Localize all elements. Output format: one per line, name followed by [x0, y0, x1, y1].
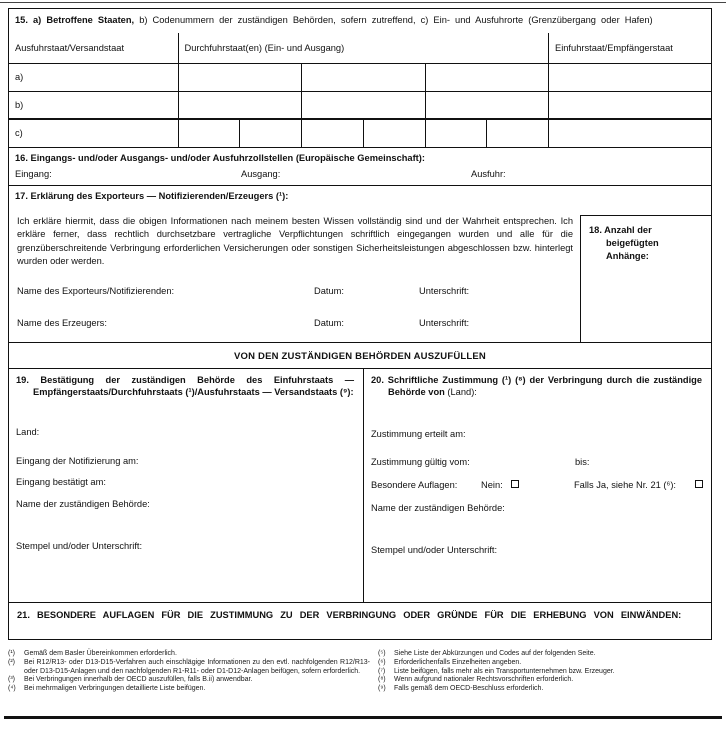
cell-a-transit-2[interactable]: [302, 63, 426, 91]
footnotes-right-column: [370, 650, 712, 694]
col-header-export-state: Ausfuhrstaat/Versandstaat: [9, 33, 178, 63]
section20-box: [364, 369, 711, 602]
receipt-confirmed-field-label[interactable]: Eingang bestätigt am:: [16, 476, 106, 487]
section18-title: 18. Anzahl der beigefügten Anhänge:: [589, 224, 659, 261]
entry-field-label[interactable]: Eingang:: [15, 168, 52, 179]
footnotes-area: [8, 650, 712, 694]
footnote: [8, 659, 370, 677]
footnote-marker: (⁶): [378, 658, 386, 666]
cell-b-transit-2[interactable]: [302, 91, 426, 119]
col-header-import-state: Einfuhrstaat/Empfängerstaat: [549, 33, 712, 63]
conditions-field-label: Besondere Auflagen:: [371, 479, 458, 490]
footnote-marker: (¹): [8, 650, 15, 657]
footnote: [8, 685, 370, 694]
section18-annexes-box[interactable]: [580, 215, 711, 342]
cell-c-transit-5[interactable]: [425, 119, 487, 147]
footnote-text: Liste beifügen, falls mehr als ein Transportunternehmen bzw. Erzeuger.: [394, 667, 615, 675]
cell-a-import[interactable]: [549, 63, 712, 91]
consent-given-field-label[interactable]: Zustimmung erteilt am:: [371, 428, 466, 439]
cell-a-transit-1[interactable]: [178, 63, 302, 91]
country-field-label[interactable]: Land:: [16, 426, 40, 437]
footnote-text: Gemäß dem Basler Übereinkommen erforderlich.: [24, 650, 177, 657]
footnote-text: Erforderlichenfalls Einzelheiten angeben.: [394, 658, 522, 666]
section15-title-bold: 15. a) Betroffene Staaten,: [15, 15, 135, 25]
cell-b-export[interactable]: [9, 91, 178, 119]
footnote: [8, 650, 370, 659]
section16-fields-row: [9, 168, 711, 185]
footnote-marker: (⁹): [378, 685, 386, 693]
section19-title: 19. Bestätigung der zuständigen Behörde des Einfuhrstaats — Empfängerstaats/Durchfuhrstaats (¹)/Ausfuhrstaats — Versandstaats (⁹):: [16, 374, 354, 397]
section15-title: [9, 9, 711, 33]
footnote: [378, 668, 712, 677]
consent-validity-row: [371, 457, 704, 469]
cell-c-transit-4[interactable]: [363, 119, 425, 147]
cell-c-transit-2[interactable]: [240, 119, 302, 147]
form-main-box: [8, 8, 712, 640]
cell-a-transit-3[interactable]: [425, 63, 549, 91]
authority-columns: [9, 368, 711, 602]
conditions-no-checkbox[interactable]: [511, 480, 519, 488]
footnote-text: Falls gemäß dem OECD-Beschluss erforderlich.: [394, 685, 544, 693]
cell-c-transit-3[interactable]: [302, 119, 364, 147]
footnote-marker: (⁸): [378, 676, 386, 684]
export-field-label[interactable]: Ausfuhr:: [471, 168, 506, 179]
conditions-if-yes-label: Falls Ja, siehe Nr. 21 (⁶):: [574, 479, 676, 490]
section21-title[interactable]: 21. BESONDERE AUFLAGEN FÜR DIE ZUSTIMMUNG ZU DER VERBRINGUNG ODER GRÜNDE FÜR DIE ERHEBUNG VON EINWÄNDEN:: [9, 602, 711, 642]
authority-name-field-label-19[interactable]: Name der zuständigen Behörde:: [16, 498, 150, 509]
footnote: [378, 685, 712, 694]
row-b-label: b): [15, 99, 24, 110]
conditions-yes-checkbox[interactable]: [695, 480, 703, 488]
footnote-text: Bei mehrmaligen Verbringungen detaillierte Liste beifügen.: [24, 685, 206, 693]
exit-field-label[interactable]: Ausgang:: [241, 168, 281, 179]
conditions-no-label: Nein:: [481, 479, 503, 490]
conditions-row: [371, 480, 704, 492]
footnote-text: Siehe Liste der Abkürzungen und Codes auf der folgenden Seite.: [394, 650, 596, 657]
stamp-signature-field-label-20[interactable]: Stempel und/oder Unterschrift:: [371, 544, 498, 555]
states-table-header-row: [9, 33, 711, 63]
top-rule: [0, 2, 726, 3]
stamp-signature-field-label-19[interactable]: Stempel und/oder Unterschrift:: [16, 540, 143, 551]
notification-received-field-label[interactable]: Eingang der Notifizierung am:: [16, 455, 139, 466]
footnote-text: Bei Verbringungen innerhalb der OECD auszufüllen, falls B.ii) anwendbar.: [24, 676, 253, 684]
cell-a-export[interactable]: [9, 63, 178, 91]
declaration-text: Ich erkläre hiermit, dass die obigen Informationen nach meinem besten Wissen vollständig sind und der Wahrheit entsprechen. Ich erkläre ferner, dass rechtlich durchsetzbare vertragliche Verpflichtungen schriftlich eingegangen wurden und alle für die grenzüberschreitende Verbringung erforderlichen Versicherungen oder sonstigen Sicherheitsleistungen abgeschlossen bzw. hinterlegt wurden oder werden.: [17, 215, 573, 267]
cell-c-transit-1[interactable]: [178, 119, 240, 147]
valid-from-field-label[interactable]: Zustimmung gültig vom:: [371, 456, 470, 467]
cell-c-transit-6[interactable]: [487, 119, 549, 147]
footnote-marker: (³): [8, 676, 15, 684]
row-a-label: a): [15, 72, 24, 82]
cell-b-transit-3[interactable]: [425, 91, 549, 119]
producer-signature-row: [17, 318, 573, 330]
exporter-date-label[interactable]: Datum:: [314, 285, 344, 296]
valid-until-field-label[interactable]: bis:: [575, 456, 590, 467]
footnotes-left-column: [8, 650, 370, 694]
exporter-signature-label[interactable]: Unterschrift:: [419, 285, 470, 296]
footnote: [378, 650, 712, 659]
producer-name-label[interactable]: Name des Erzeugers:: [17, 317, 107, 328]
section19-box: [9, 369, 364, 602]
col-header-transit-state: Durchfuhrstaat(en) (Ein- und Ausgang): [178, 33, 549, 63]
cell-b-import[interactable]: [549, 91, 712, 119]
states-table: [9, 33, 711, 148]
table-row-b: [9, 91, 711, 119]
footnote-text: Wenn aufgrund nationaler Rechtsvorschriften erforderlich.: [394, 676, 574, 684]
section20-title: [371, 374, 702, 399]
footnote-marker: (⁴): [8, 685, 16, 693]
authority-name-field-label-20[interactable]: Name der zuständigen Behörde:: [371, 502, 505, 513]
row-c-label: c): [15, 128, 23, 139]
footnote: [378, 659, 712, 668]
table-row-c: [9, 119, 711, 147]
section20-title-bold: 20. Schriftliche Zustimmung (¹) (⁸) der Verbringung durch die zuständige Behörde von: [371, 374, 702, 397]
cell-c-import[interactable]: [549, 119, 712, 147]
producer-date-label[interactable]: Datum:: [314, 317, 344, 328]
section17-title: 17. Erklärung des Exporteurs — Notifizierenden/Erzeugers (¹):: [15, 190, 289, 201]
authorities-banner: VON DEN ZUSTÄNDIGEN BEHÖRDEN AUSZUFÜLLEN: [9, 342, 711, 368]
table-row-a: [9, 63, 711, 91]
section16-title: 16. Eingangs- und/oder Ausgangs- und/oder Ausfuhrzollstellen (Europäische Gemeinschaft):: [15, 152, 425, 163]
exporter-name-label[interactable]: Name des Exporteurs/Notifizierenden:: [17, 285, 175, 296]
section20-title-regular: (Land):: [444, 387, 477, 397]
bottom-double-rule: [4, 716, 722, 719]
footnote: [378, 676, 712, 685]
cell-c-export[interactable]: [9, 119, 178, 147]
footnote-text: Bei R12/R13- oder D13-D15-Verfahren auch einschlägige Informationen zu den evtl. nachfolgenden R12/R13- oder D13-D15-Anlagen und den nachfolgenden R1-R11- oder D1-D12-Anlagen beifügen, sofern erforderlich.: [24, 658, 370, 675]
footnote-marker: (⁵): [378, 650, 386, 657]
producer-signature-label[interactable]: Unterschrift:: [419, 317, 470, 328]
section17-declaration-block: [9, 185, 711, 342]
footnote: [8, 676, 370, 685]
footnote-marker: (²): [8, 658, 15, 666]
cell-b-transit-1[interactable]: [178, 91, 302, 119]
exporter-signature-row: [17, 286, 573, 298]
footnote-marker: (⁷): [378, 667, 386, 675]
section15-title-rest: b) Codenummern der zuständigen Behörden, sofern zutreffend, c) Ein- und Ausfuhrorte (Grenzübergang oder Hafen): [134, 15, 653, 25]
